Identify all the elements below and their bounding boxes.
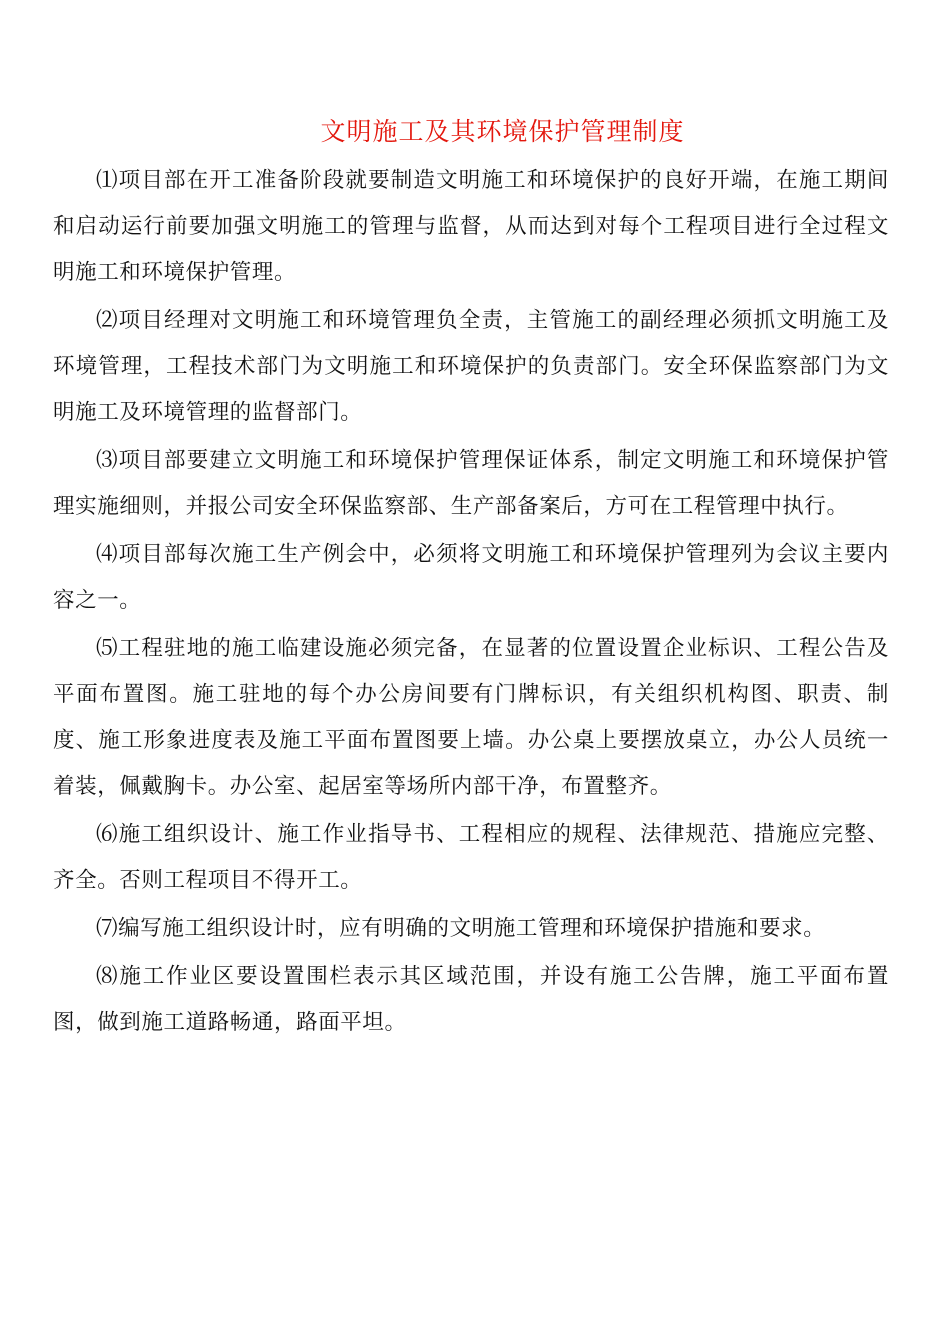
paragraph-7: ⑺编写施工组织设计时，应有明确的文明施工管理和环境保护措施和要求。 — [96, 916, 826, 941]
paragraph-1: ⑴项目部在开工准备阶段就要制造文明施工和环境保护的良好开端，在施工期间和启动运行前要加强文明施工的管理与监督，从而达到对每个工程项目进行全过程文明施工和环境保护管理。 — [53, 168, 889, 285]
paragraph-3: ⑶项目部要建立文明施工和环境保护管理保证体系，制定文明施工和环境保护管理实施细则，并报公司安全环保监察部、生产部备案后，方可在工程管理中执行。 — [53, 448, 889, 519]
paragraph-8: ⑻施工作业区要设置围栏表示其区域范围，并设有施工公告牌，施工平面布置图，做到施工道路畅通，路面平坦。 — [53, 964, 889, 1035]
document-title: 文明施工及其环境保护管理制度 — [320, 117, 685, 146]
document-body — [53, 158, 889, 1048]
paragraph-2: ⑵项目经理对文明施工和环境管理负全责，主管施工的副经理必须抓文明施工及环境管理，工程技术部门为文明施工和环境保护的负责部门。安全环保监察部门为文明施工及环境管理的监督部门。 — [53, 308, 889, 425]
paragraph-4: ⑷项目部每次施工生产例会中，必须将文明施工和环境保护管理列为会议主要内容之一。 — [53, 542, 889, 613]
paragraph-6: ⑹施工组织设计、施工作业指导书、工程相应的规程、法律规范、措施应完整、齐全。否则工程项目不得开工。 — [53, 822, 889, 893]
paragraph-5: ⑸工程驻地的施工临建设施必须完备，在显著的位置设置企业标识、工程公告及平面布置图。施工驻地的每个办公房间要有门牌标识，有关组织机构图、职责、制度、施工形象进度表及施工平面布置图要上墙。办公桌上要摆放桌立，办公人员统一着装，佩戴胸卡。办公室、起居室等场所内部干净，布置整齐。 — [53, 636, 889, 799]
